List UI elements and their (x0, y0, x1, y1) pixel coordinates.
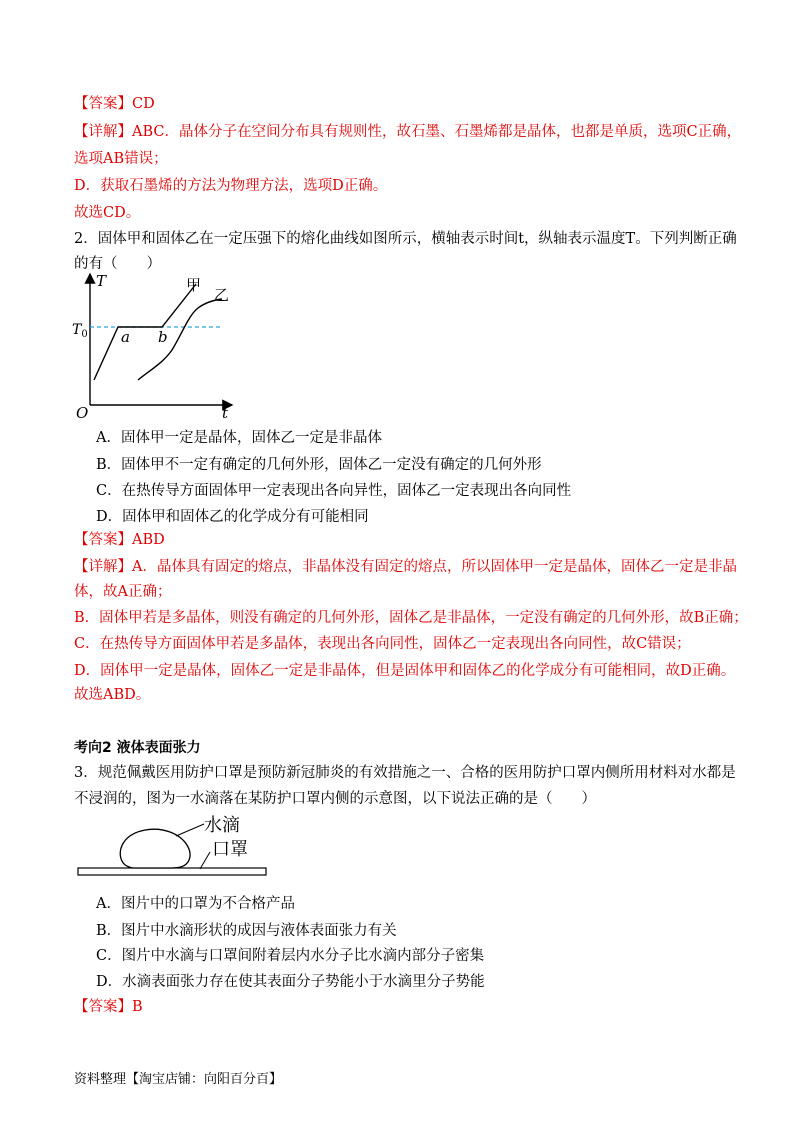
q3-option-b: B．图片中水滴形状的成因与液体表面张力有关 (96, 923, 397, 939)
q2-option-c: C．在热传导方面固体甲一定表现出各向异性，固体乙一定表现出各向同性 (96, 483, 572, 499)
q2-option-b: B．固体甲不一定有确定的几何外形，固体乙一定没有确定的几何外形 (96, 457, 542, 473)
q2-detail-line-4: C．在热传导方面固体甲若是多晶体，表现出各向同性，固体乙一定表现出各向同性，故C错误； (74, 636, 691, 652)
q3-answer: 【答案】B (74, 999, 143, 1015)
q2-detail-line-5: D．固体甲一定是晶体，固体乙一定是非晶体，但是固体甲和固体乙的化学成分有可能相同，故D正确。 (74, 663, 736, 679)
q3-option-c: C．图片中水滴与口罩间附着层内水分子比水滴内部分子密集 (96, 948, 485, 964)
q1-detail-line-1: 【详解】ABC．晶体分子在空间分布具有规则性，故石墨、石墨烯都是晶体，也都是单质，选项C正确， (74, 124, 742, 140)
mask-leader-line (200, 852, 210, 869)
point-b-label: b (158, 328, 168, 346)
drop-leader-line (176, 824, 204, 836)
q3-option-a: A．图片中的口罩为不合格产品 (96, 896, 295, 912)
q2-melting-curve-figure (70, 266, 250, 426)
q2-option-a: A．固体甲一定是晶体，固体乙一定是非晶体 (96, 430, 382, 446)
q2-stem-line-2: 的有（ ） (74, 256, 161, 272)
q2-detail-line-1: 【详解】A．晶体具有固定的熔点，非晶体没有固定的熔点，所以固体甲一定是晶体，固体乙一定是非晶 (74, 559, 737, 575)
q3-option-d: D．水滴表面张力存在使其表面分子势能小于水滴里分子势能 (96, 974, 485, 990)
curve-jia (94, 284, 196, 380)
q2-answer: 【答案】ABD (74, 532, 165, 548)
origin-label: O (76, 404, 89, 422)
x-axis-label: t (222, 404, 229, 422)
q1-answer: 【答案】CD (74, 96, 155, 112)
q2-detail-line-3: B．固体甲若是多晶体，则没有确定的几何外形，固体乙是非晶体，一定没有确定的几何外形，故B正确； (74, 610, 748, 626)
section-heading: 考向2 液体表面张力 (74, 740, 201, 756)
page-footer: 资料整理【淘宝店铺：向阳百分百】 (74, 1072, 283, 1087)
t0-subscript: 0 (81, 329, 88, 340)
q2-detail-line-2: 体，故A正确； (74, 584, 172, 600)
q1-detail-line-3: D．获取石墨烯的方法为物理方法，选项D正确。 (74, 178, 388, 194)
q1-detail-line-4: 故选CD。 (74, 205, 141, 221)
curve-jia-label: 甲 (186, 276, 202, 294)
mask-label: 口罩 (212, 839, 248, 860)
svg-text:T0 (72, 322, 88, 340)
mask-surface (78, 868, 266, 875)
q1-detail-line-2: 选项AB错误； (74, 151, 168, 167)
point-a-label: a (121, 328, 130, 346)
water-drop-shape (120, 829, 190, 868)
drop-label: 水滴 (204, 815, 240, 836)
y-axis-label: T (96, 272, 107, 290)
q3-water-drop-figure (74, 810, 274, 882)
q2-detail-line-6: 故选ABD。 (74, 687, 151, 703)
curve-yi (138, 299, 222, 380)
q3-stem-line-1: 3．规范佩戴医用防护口罩是预防新冠肺炎的有效措施之一、合格的医用防护口罩内侧所用材料对水都是 (74, 765, 736, 781)
q2-option-d: D．固体甲和固体乙的化学成分有可能相同 (96, 509, 369, 525)
q2-stem-line-1: 2．固体甲和固体乙在一定压强下的熔化曲线如图所示，横轴表示时间t，纵轴表示温度T。下列判断正确 (74, 231, 737, 247)
curve-yi-label: 乙 (214, 286, 230, 304)
t0-label: T (72, 322, 82, 338)
q3-stem-line-2: 不浸润的，图为一水滴落在某防护口罩内侧的示意图，以下说法正确的是（ ） (74, 791, 596, 807)
